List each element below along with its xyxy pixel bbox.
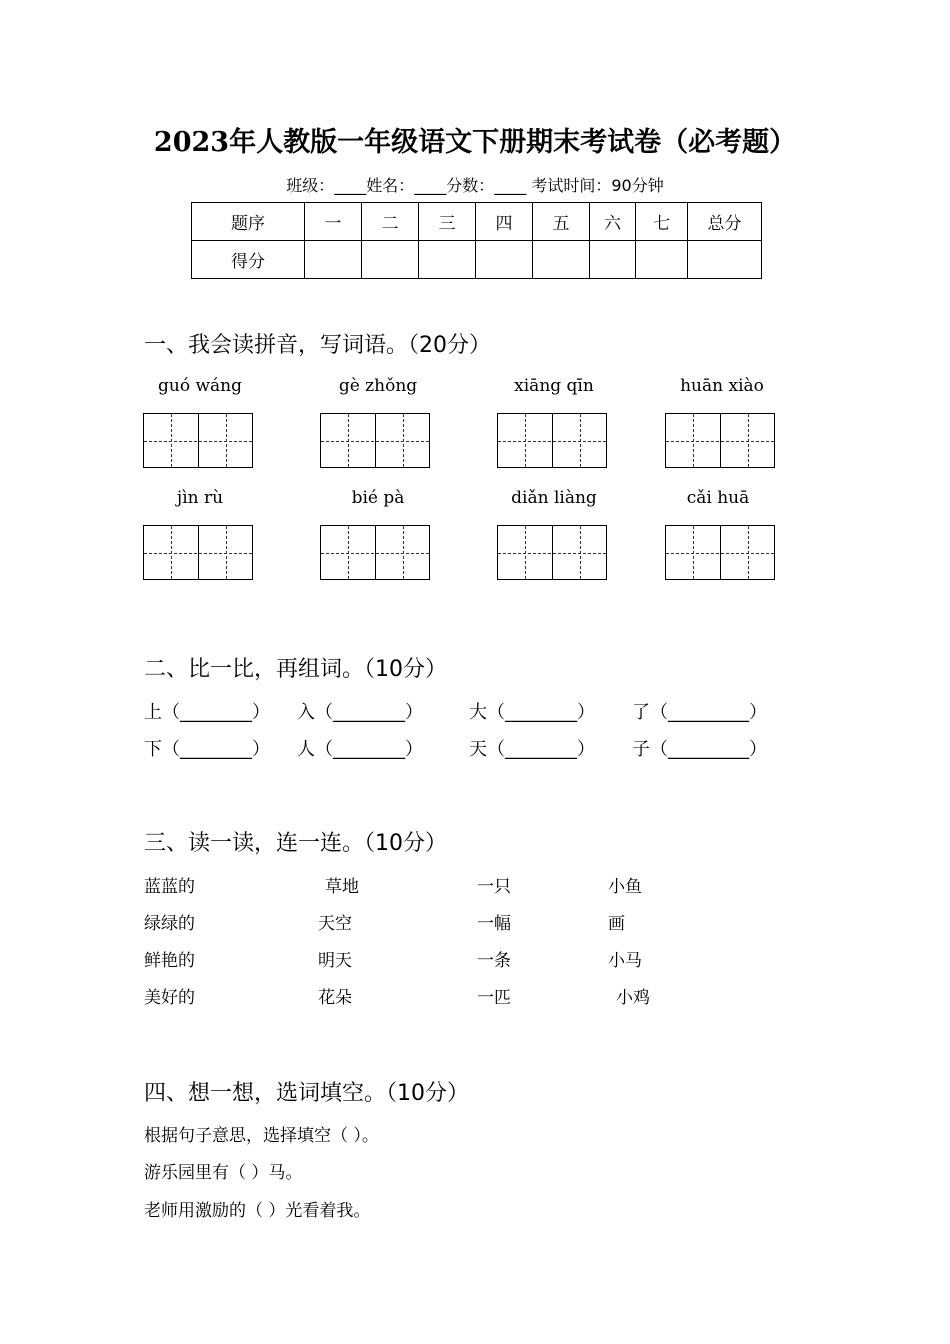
table-cell: 三 [419, 203, 476, 241]
table-cell: 七 [636, 203, 688, 241]
table-row [192, 241, 762, 279]
pinyin-label: gè zhǒng [338, 376, 418, 396]
match-word[interactable]: 绿绿的 [144, 914, 195, 934]
match-word[interactable]: 一幅 [477, 914, 511, 934]
writing-grid[interactable] [497, 413, 607, 468]
score-cell[interactable] [476, 241, 533, 279]
match-word[interactable]: 鲜艳的 [144, 951, 195, 971]
match-word[interactable]: 画 [608, 914, 625, 934]
table-row [192, 203, 762, 241]
match-word[interactable]: 草地 [325, 877, 359, 897]
table-cell: 题序 [192, 203, 305, 241]
pinyin-label: bié pà [351, 488, 405, 508]
word-blank[interactable]: 上（________） [144, 702, 270, 723]
section4-heading: 四、想一想，选词填空。（10分） [144, 1081, 469, 1106]
writing-grid[interactable] [143, 413, 253, 468]
score-cell[interactable] [688, 241, 762, 279]
pinyin-label: diǎn liàng [511, 488, 597, 508]
match-word[interactable]: 一匹 [477, 988, 511, 1008]
pinyin-label: cǎi huā [686, 488, 750, 508]
match-word[interactable]: 明天 [318, 951, 352, 971]
score-cell[interactable] [636, 241, 688, 279]
question-line: 老师用激励的（ ）光看着我。 [144, 1201, 371, 1221]
word-blank[interactable]: 了（_________） [632, 702, 767, 723]
score-cell[interactable] [305, 241, 362, 279]
word-blank[interactable]: 下（________） [144, 739, 270, 760]
score-cell[interactable] [362, 241, 419, 279]
score-cell[interactable] [419, 241, 476, 279]
match-word[interactable]: 一条 [477, 951, 511, 971]
word-blank[interactable]: 大（________） [469, 702, 595, 723]
match-word[interactable]: 天空 [318, 914, 352, 934]
table-cell: 四 [476, 203, 533, 241]
section1-heading: 一、我会读拼音，写词语。（20分） [144, 333, 491, 358]
word-blank[interactable]: 人（________） [297, 739, 423, 760]
word-blank[interactable]: 入（________） [297, 702, 423, 723]
score-cell[interactable] [590, 241, 636, 279]
table-cell: 五 [533, 203, 590, 241]
section2-heading: 二、比一比，再组词。（10分） [144, 657, 447, 682]
match-word[interactable]: 蓝蓝的 [144, 877, 195, 897]
section3-heading: 三、读一读，连一连。（10分） [144, 831, 447, 856]
table-cell: 二 [362, 203, 419, 241]
pinyin-label: guó wáng [158, 376, 242, 396]
word-blank[interactable]: 子（_________） [632, 739, 767, 760]
exam-info: 班级：____姓名：____分数：____ 考试时间：90分钟 [286, 176, 664, 195]
match-word[interactable]: 小马 [608, 951, 642, 971]
writing-grid[interactable] [665, 525, 775, 580]
question-line: 游乐园里有（ ）马。 [144, 1163, 303, 1183]
writing-grid[interactable] [665, 413, 775, 468]
pinyin-label: huān xiào [680, 376, 764, 396]
score-table [191, 202, 762, 279]
word-blank[interactable]: 天（________） [469, 739, 595, 760]
match-word[interactable]: 小鸡 [616, 988, 650, 1008]
writing-grid[interactable] [497, 525, 607, 580]
question-line: 根据句子意思，选择填空（ ）。 [144, 1126, 379, 1146]
table-cell: 一 [305, 203, 362, 241]
score-cell[interactable] [533, 241, 590, 279]
match-word[interactable]: 小鱼 [608, 877, 642, 897]
writing-grid[interactable] [320, 525, 430, 580]
writing-grid[interactable] [143, 525, 253, 580]
table-cell: 六 [590, 203, 636, 241]
table-cell: 得分 [192, 241, 305, 279]
match-word[interactable]: 一只 [477, 877, 511, 897]
page-title: 2023年人教版一年级语文下册期末考试卷（必考题） [153, 127, 797, 158]
table-cell: 总分 [688, 203, 762, 241]
pinyin-label: jìn rù [176, 488, 224, 508]
pinyin-label: xiāng qīn [514, 376, 594, 396]
match-word[interactable]: 花朵 [318, 988, 352, 1008]
writing-grid[interactable] [320, 413, 430, 468]
match-word[interactable]: 美好的 [144, 988, 195, 1008]
